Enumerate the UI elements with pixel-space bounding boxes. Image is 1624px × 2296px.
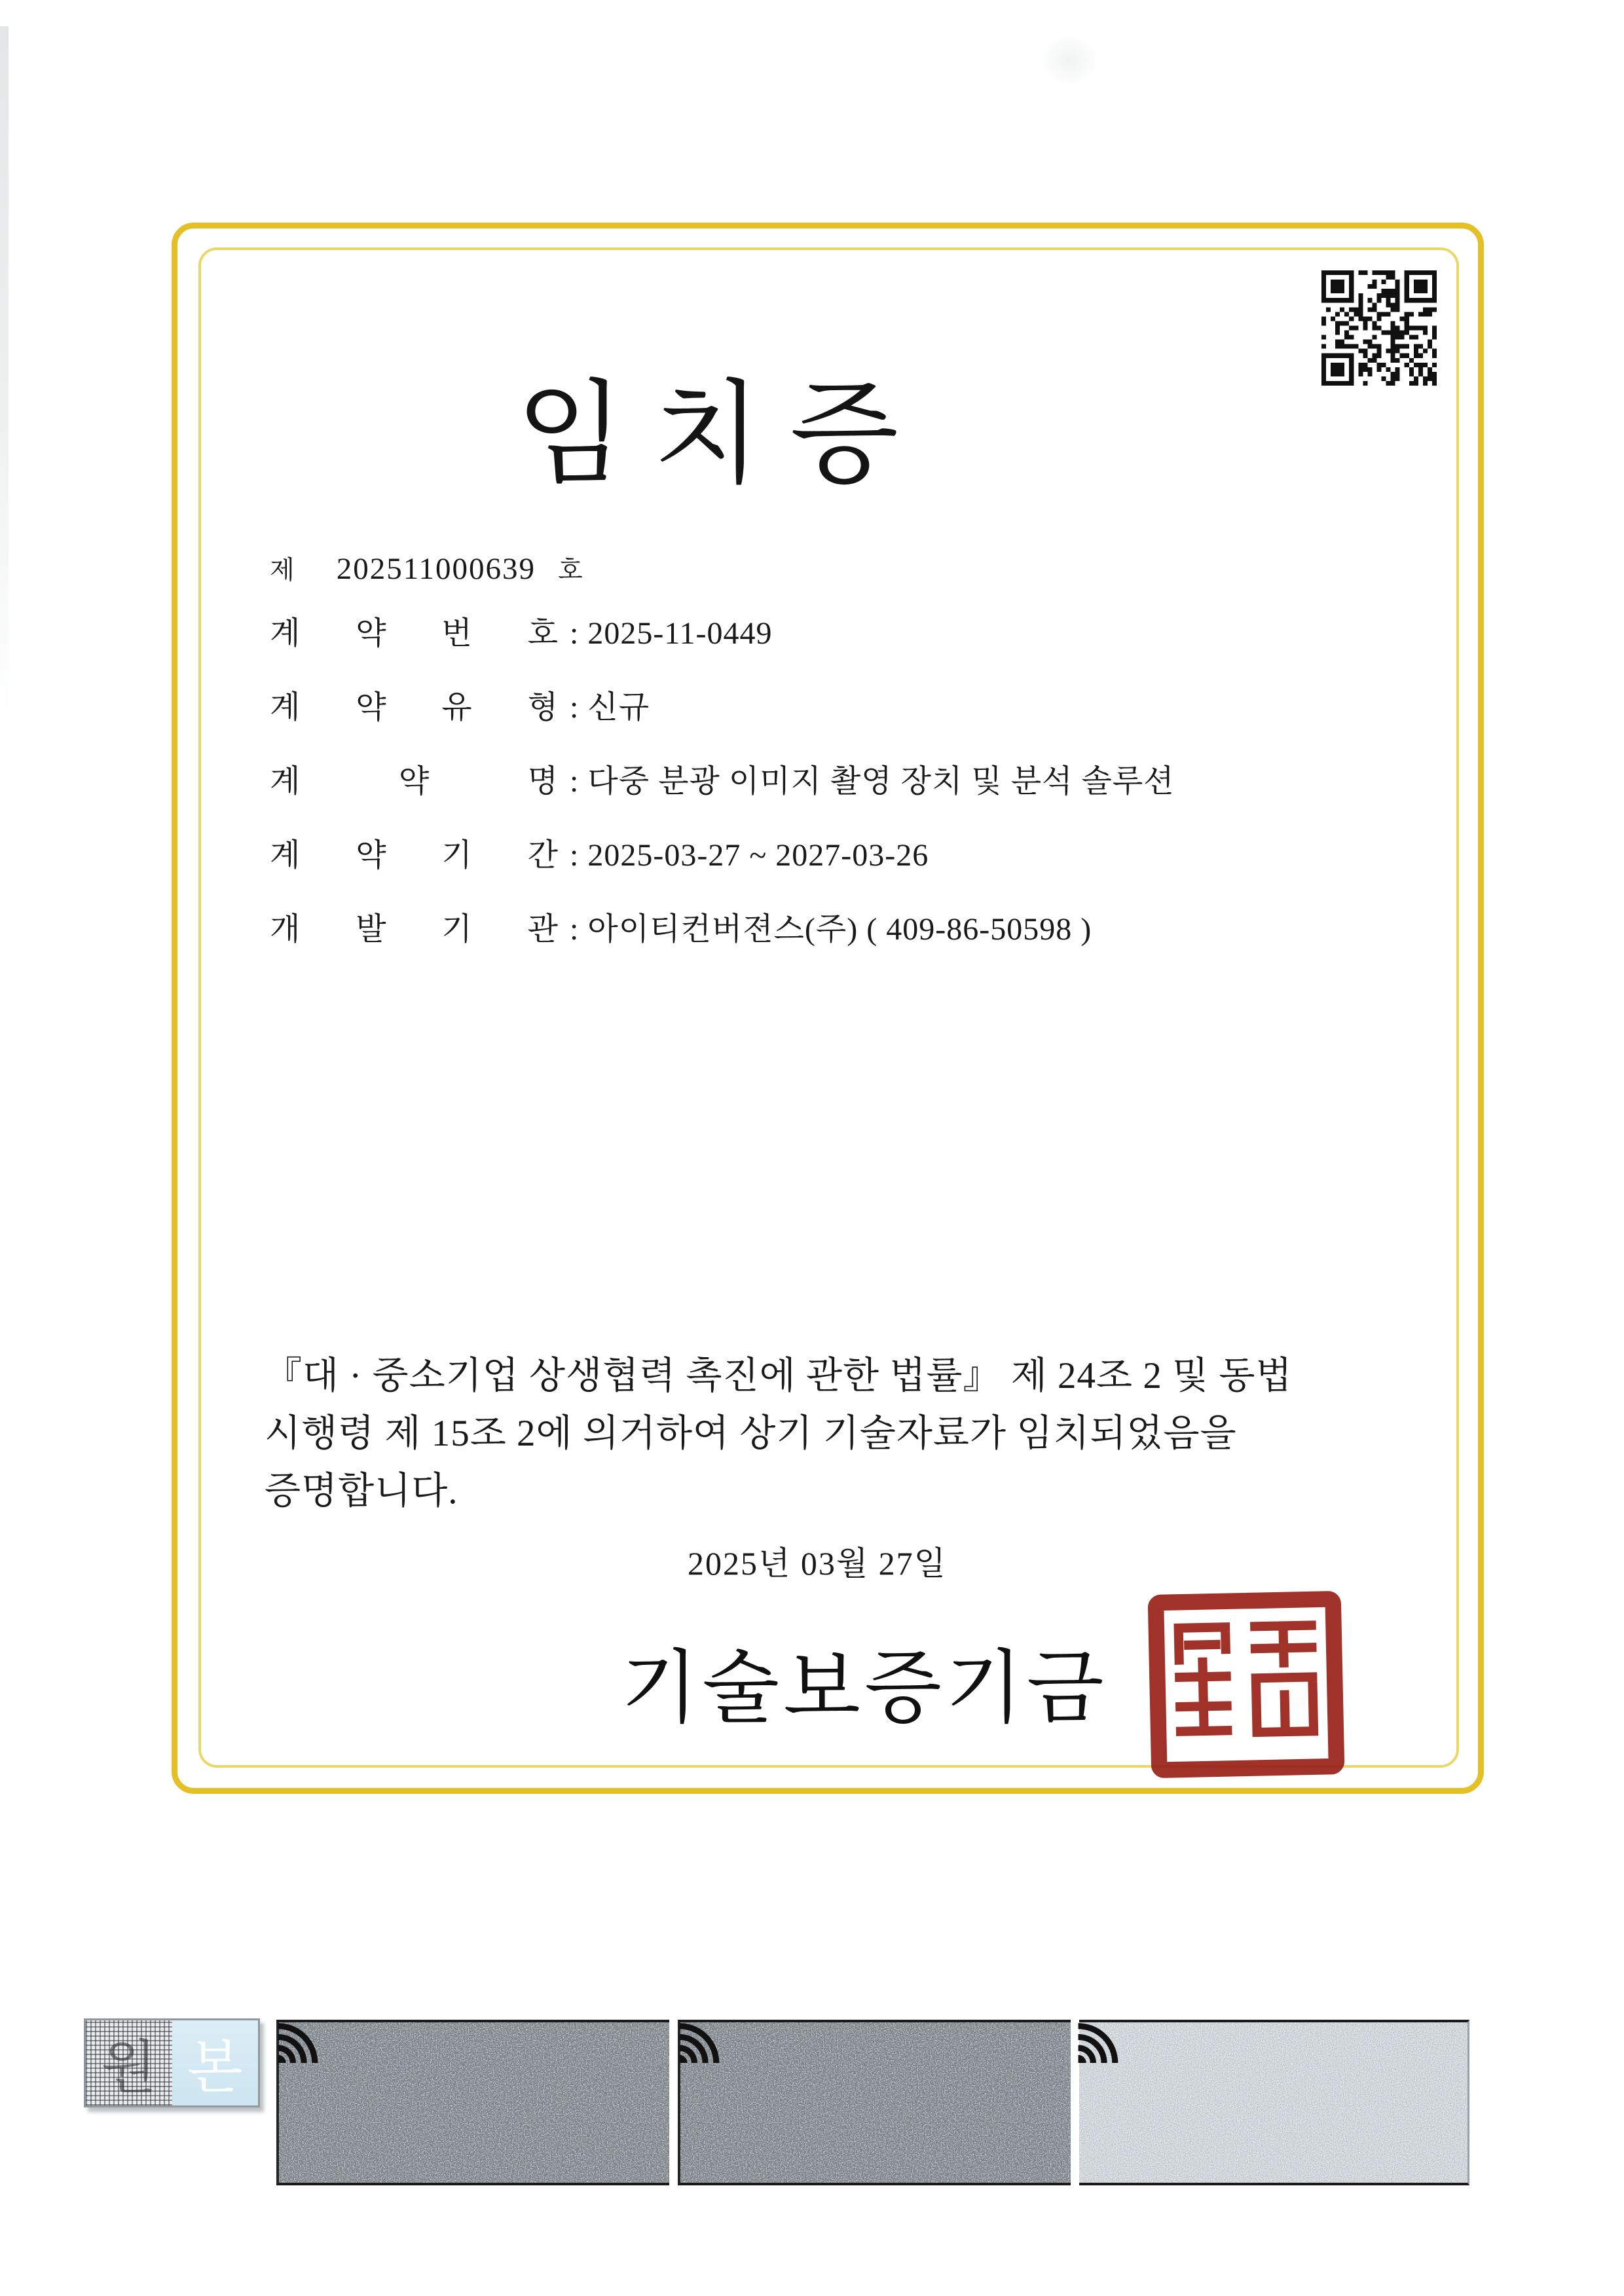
field-list [270, 615, 1175, 985]
original-mark-right [172, 2020, 259, 2105]
security-pattern-strip [276, 2020, 669, 2185]
scan-edge-artifact [0, 26, 9, 720]
statement-line: 시행령 제 15조 2에 의거하여 상기 기술자료가 임치되었음을 [265, 1413, 1237, 1454]
certification-statement [265, 1347, 1378, 1520]
wave-icon [275, 2013, 325, 2067]
field-row-contract-name [270, 763, 1175, 837]
field-colon: : [570, 764, 579, 799]
field-colon: : [570, 912, 579, 947]
document-number-row [270, 550, 583, 587]
wave-icon [676, 2013, 726, 2067]
field-colon: : [570, 838, 579, 873]
wave-icon [1075, 2013, 1125, 2067]
field-label: 계 약 명 [270, 764, 558, 799]
field-row-contract-number [270, 615, 1175, 689]
field-colon: : [570, 616, 579, 651]
field-row-contract-type [270, 689, 1175, 763]
scan-smudge-artifact [1040, 34, 1099, 86]
issuer-name: 기술보증기금 [621, 1645, 1108, 1733]
official-seal-stamp-icon [1139, 1590, 1354, 1779]
certificate-title: 임 치 증 [515, 373, 899, 498]
security-pattern-strip [1079, 2020, 1469, 2185]
field-value: 아이티컨버젼스(주) ( 409-86-50598 ) [587, 912, 1092, 947]
field-value: 2025-03-27 ~ 2027-03-26 [587, 838, 929, 873]
original-mark-char: 원 [101, 2037, 157, 2100]
field-label: 계 약 유 형 [270, 690, 558, 725]
qr-code-icon [1321, 270, 1437, 386]
field-value: 신규 [587, 690, 650, 725]
statement-line: 증명합니다. [265, 1470, 458, 1512]
original-mark [84, 2018, 260, 2107]
field-colon: : [570, 690, 579, 725]
original-mark-char: 본 [187, 2037, 243, 2100]
issue-date: 2025년 03월 27일 [688, 1545, 947, 1582]
doc-no-suffix: 호 [557, 556, 583, 585]
field-label: 개 발 기 관 [270, 912, 558, 947]
field-value: 다중 분광 이미지 촬영 장치 및 분석 솔루션 [587, 764, 1175, 799]
field-label: 계 약 번 호 [270, 616, 558, 651]
field-row-contract-period [270, 837, 1175, 911]
original-mark-left [86, 2020, 172, 2105]
field-value: 2025-11-0449 [587, 616, 773, 651]
statement-line: 『대 · 중소기업 상생협력 촉진에 관한 법률』 제 24조 2 및 동법 [265, 1355, 1293, 1396]
doc-no-number: 202511000639 [336, 552, 536, 586]
field-label: 계 약 기 간 [270, 838, 558, 873]
security-pattern-strip [678, 2020, 1071, 2185]
doc-no-prefix: 제 [270, 556, 295, 585]
field-row-developer [270, 911, 1175, 985]
